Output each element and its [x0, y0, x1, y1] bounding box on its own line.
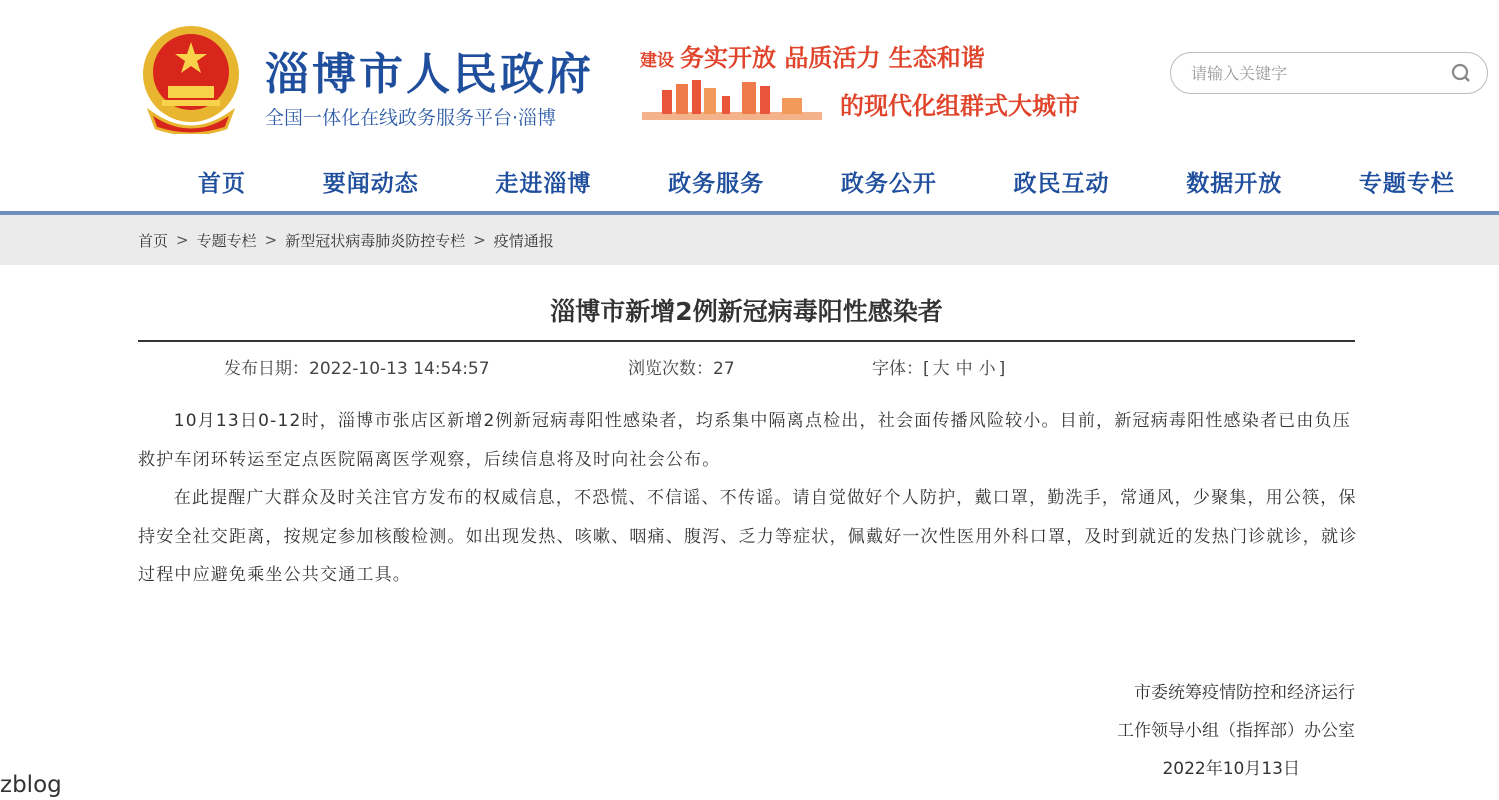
- search-input[interactable]: [1191, 64, 1449, 83]
- views-label: 浏览次数：: [628, 359, 713, 379]
- font-bracket: ]: [998, 359, 1006, 379]
- signature-date: 2022年10月13日: [1162, 759, 1300, 779]
- breadcrumb-topics[interactable]: 专题专栏: [196, 231, 257, 250]
- publish-date: [224, 354, 490, 379]
- site-title[interactable]: 淄博市人民政府: [265, 49, 594, 100]
- breadcrumb-separator: >: [176, 231, 189, 249]
- publish-label: 发布日期：: [224, 359, 309, 379]
- article-title: 淄博市新增2例新冠病毒阳性感染者: [550, 297, 943, 326]
- signature-org-line1: 市委统筹疫情防控和经济运行: [1134, 683, 1355, 703]
- breadcrumb-separator: >: [473, 231, 486, 249]
- national-emblem-icon: [140, 24, 242, 134]
- city-skyline-icon: [642, 76, 822, 120]
- font-small-button[interactable]: 小: [978, 359, 996, 379]
- slogan-banner: [640, 38, 1150, 128]
- nav-news[interactable]: 要闻动态: [322, 170, 419, 197]
- breadcrumb-separator: >: [264, 231, 278, 249]
- article-paragraph: 在此提醒广大群众及时关注官方发布的权威信息，不恐慌、不信谣、不传谣。请自觉做好个人防护，戴口罩，勤洗手，常通风，少聚集，用公筷，保持安全社交距离，按规定参加核酸检测。如出现发热、咳嗽、咽痛、腹泻、乏力等症状，佩戴好一次性医用外科口罩，及时到就近的发热门诊就诊，就诊过程中应避免乘坐公共交通工具。: [138, 488, 1358, 585]
- font-label: 字体：[: [872, 359, 930, 379]
- article-body: [138, 402, 1360, 595]
- breadcrumb-home[interactable]: 首页: [138, 231, 169, 250]
- font-size-control: [872, 354, 1005, 379]
- title-divider: [138, 340, 1355, 342]
- nav-special-topics[interactable]: 专题专栏: [1358, 170, 1455, 197]
- font-medium-button[interactable]: 中: [955, 359, 973, 379]
- views-value: 27: [713, 359, 735, 379]
- publish-date-value: 2022-10-13 14:54:57: [309, 359, 490, 379]
- watermark: zblog: [0, 772, 62, 798]
- article-signature: [1117, 674, 1355, 788]
- search-icon[interactable]: [1449, 61, 1473, 85]
- nav-about-zibo[interactable]: 走进淄博: [495, 170, 592, 197]
- slogan-line2: 的现代化组群式大城市: [840, 92, 1080, 120]
- site-subtitle: 全国一体化在线政务服务平台·淄博: [265, 107, 557, 129]
- nav-home[interactable]: 首页: [198, 170, 246, 197]
- nav-open-data[interactable]: 数据开放: [1186, 170, 1283, 197]
- signature-org-line2: 工作领导小组（指挥部）办公室: [1117, 721, 1355, 741]
- nav-gov-disclosure[interactable]: 政务公开: [840, 170, 937, 197]
- main-nav: [138, 150, 1499, 212]
- breadcrumb: [0, 215, 1499, 265]
- breadcrumb-covid-column[interactable]: 新型冠状病毒肺炎防控专栏: [285, 231, 466, 250]
- search-box[interactable]: [1170, 52, 1488, 94]
- nav-gov-services[interactable]: 政务服务: [668, 170, 765, 197]
- article-paragraph: 10月13日0-12时，淄博市张店区新增2例新冠病毒阳性感染者，均系集中隔离点检出，社会面传播风险较小。目前，新冠病毒阳性感染者已由负压救护车闭环转运至定点医院隔离医学观察，后续信息将及时向社会公布。: [138, 411, 1351, 470]
- site-header: [0, 0, 1499, 150]
- slogan-prefix: 建设: [640, 51, 674, 71]
- font-large-button[interactable]: 大: [932, 359, 950, 379]
- slogan-line1: 务实开放 品质活力 生态和谐: [680, 44, 985, 72]
- view-count: [628, 354, 735, 379]
- breadcrumb-epidemic-report[interactable]: 疫情通报: [493, 231, 554, 250]
- nav-interaction[interactable]: 政民互动: [1013, 170, 1110, 197]
